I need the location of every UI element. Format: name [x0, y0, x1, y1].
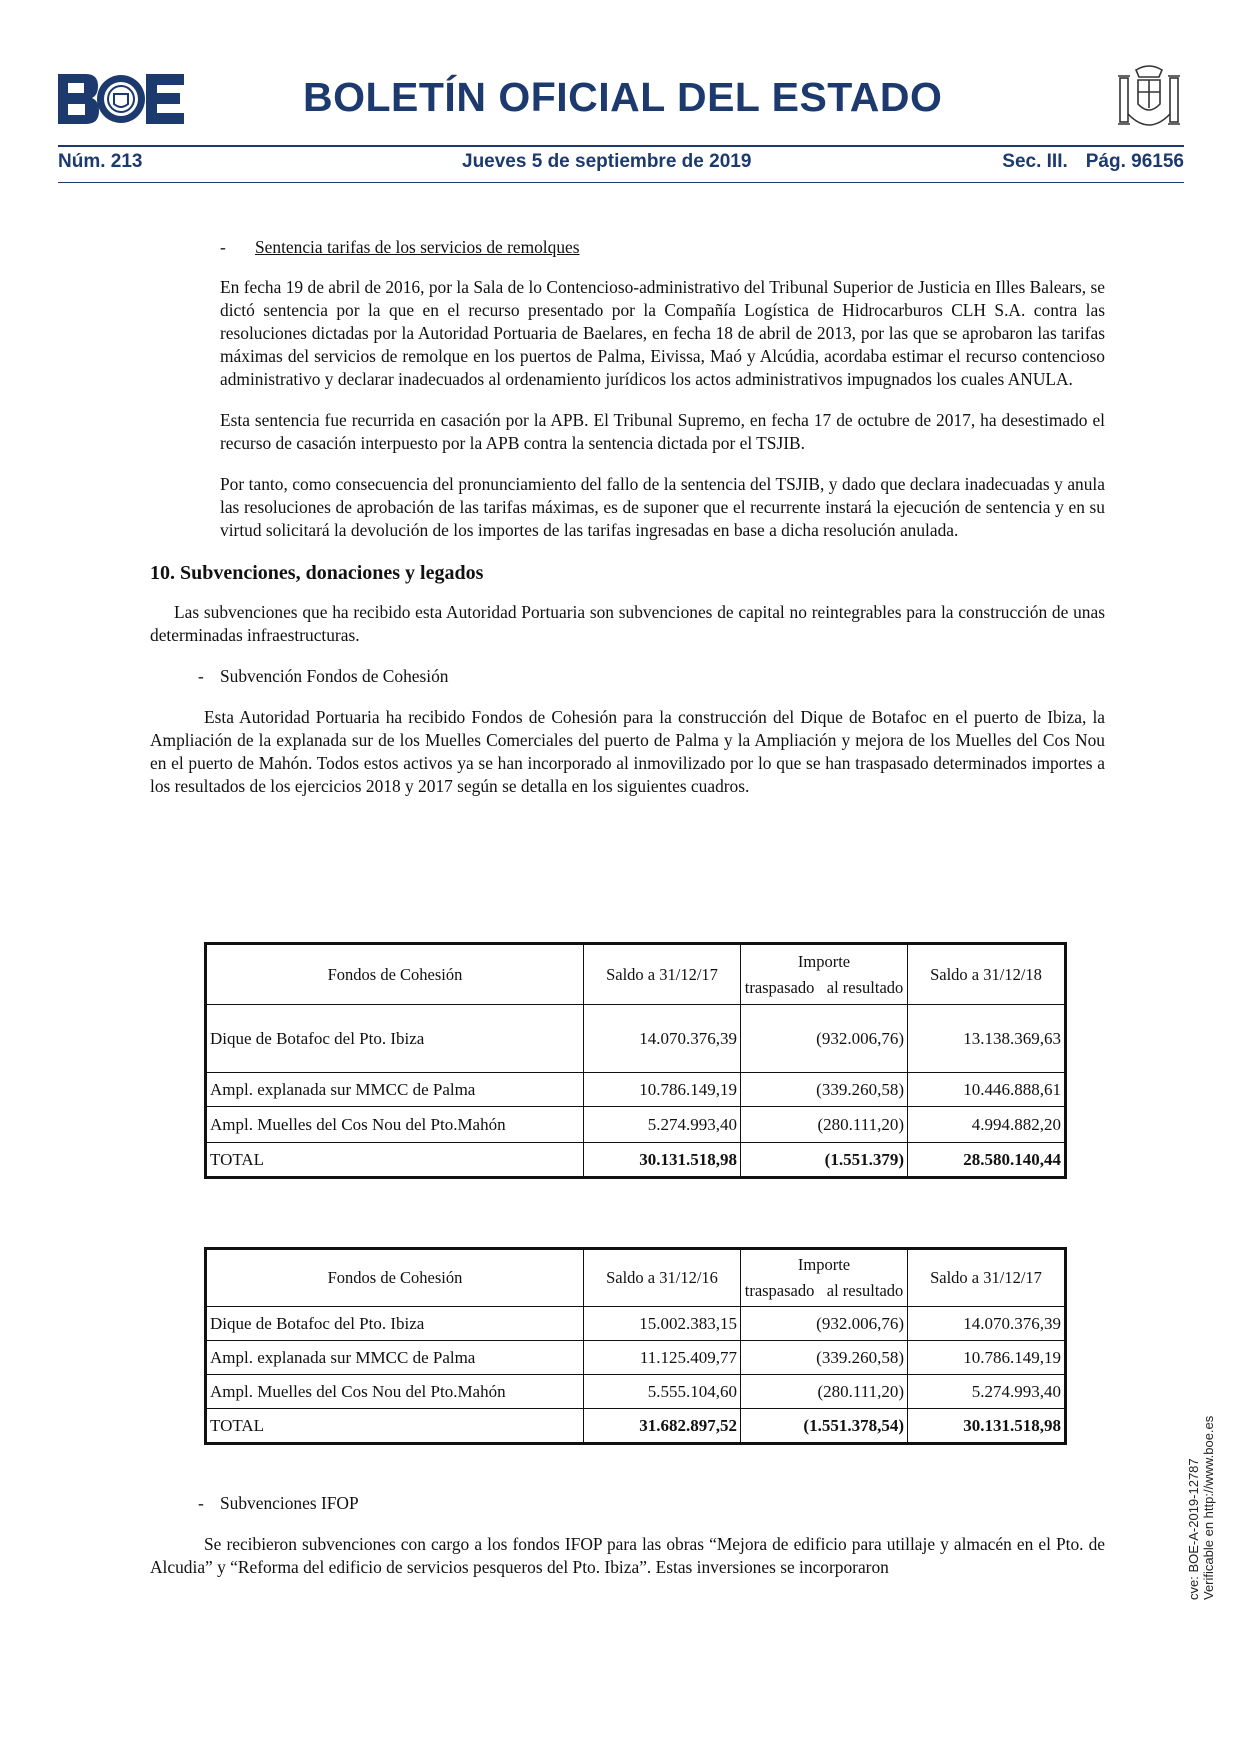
page-header — [58, 70, 1184, 132]
paragraph — [220, 473, 1105, 542]
bullet-ifop: Subvenciones IFOP — [220, 1493, 359, 1513]
issue-number: Núm. 213 — [58, 151, 143, 172]
meta-rule — [58, 182, 1184, 183]
paragraph-ifop: Se recibieron subvenciones con cargo a los fondos IFOP para las obras “Mejora de edificio para utillaje y almacén en el Pto. de Alcudia” y “Reforma del edificio de servicios pesqueros del Pto. Ibiza”. Estas inversiones se incorporaron — [150, 1534, 1105, 1577]
document-body — [150, 236, 1105, 798]
paragraph-por-tanto: Por tanto, como consecuencia del pronunciamiento del fallo de la sentencia del TSJIB, y dado que declara inadecuadas y anula las resoluciones de aprobación de las tarifas máximas, es de suponer que el recurrente instará la ejecución de sentencia y en su virtud solicitará la devolución de los importes de las tarifas ingresadas en base a dicha resolución anulada. — [220, 474, 1105, 540]
col-header: Saldo a 31/12/17 — [584, 945, 741, 1005]
cohesion-table-2017 — [206, 1249, 1065, 1443]
list-item: - Sentencia tarifas de los servicios de remolques — [220, 237, 580, 257]
bullet-tarifas: Sentencia tarifas de los servicios de remolques — [255, 237, 580, 257]
col-header: Importe traspasado al resultado — [741, 1250, 908, 1307]
cve-footer — [1186, 1416, 1216, 1600]
col-header: Saldo a 31/12/16 — [584, 1250, 741, 1307]
section-label: Sec. III. — [1002, 151, 1068, 172]
paragraph — [220, 276, 1105, 391]
issue-date: Jueves 5 de septiembre de 2019 — [462, 151, 752, 172]
paragraph — [220, 409, 1105, 455]
list-item: - Subvenciones IFOP — [198, 1493, 359, 1513]
verify-link[interactable]: Verificable en http://www.boe.es — [1201, 1415, 1216, 1600]
paragraph-fondos: Esta Autoridad Portuaria ha recibido Fondos de Cohesión para la construcción del Dique de Botafoc en el puerto de Ibiza, la Ampliación de la explanada sur de los Muelles Comerciales del puerto de Palma y la Ampliación y mejora de los Muelles del Cos Nou en el puerto de Mahón. Todos estos activos ya se han incorporado al inmovilizado por lo que se han traspasado determinados importes a los resultados de los ejercicios 2018 y 2017 según se detalla en los siguientes cuadros. — [150, 707, 1105, 796]
col-header: Fondos de Cohesión — [207, 945, 584, 1005]
list-item: - Subvención Fondos de Cohesión — [198, 666, 449, 686]
table-header-row — [207, 1250, 1065, 1307]
cohesion-table-2018 — [206, 944, 1065, 1177]
page-number: Pág. 96156 — [1085, 151, 1184, 172]
col-header: Saldo a 31/12/17 — [908, 1250, 1065, 1307]
section-heading: 10. Subvenciones, donaciones y legados — [150, 562, 484, 584]
document-body-continued — [150, 1492, 1105, 1579]
table-row: Dique de Botafoc del Pto. Ibiza 15.002.383,15 (932.006,76) 14.070.376,39 — [207, 1307, 1065, 1341]
col-header: Importe traspasado al resultado — [741, 945, 908, 1005]
cve-code: cve: BOE-A-2019-12787 — [1186, 1458, 1201, 1600]
header-rule — [58, 145, 1184, 147]
paragraph-sentencia: En fecha 19 de abril de 2016, por la Sala de lo Contencioso-administrativo del Tribunal Superior de Justicia en Illes Balears, se dictó sentencia por la que en el recurso presentado por la Compañía Logística de Hidrocarburos CLH S.A. contra las resoluciones dictadas por la Autoridad Portuaria de Baelares, en fecha 18 de abril de 2013, por las que se aprobaron las tarifas máximas del servicios de remolque en los puertos de Palma, Eivissa, Maó y Alcúdia, acordaba estimar el recurso contencioso administrativo y declarar inadecuados al ordenamiento jurídicos los actos administrativos impugnados los cuales ANULA. — [220, 277, 1105, 389]
table-row: Ampl. Muelles del Cos Nou del Pto.Mahón 5.274.993,40 (280.111,20) 4.994.882,20 — [207, 1107, 1065, 1143]
paragraph-subvenciones: Las subvenciones que ha recibido esta Autoridad Portuaria son subvenciones de capital no reintegrables para la construcción de unas determinadas infraestructuras. — [150, 602, 1105, 645]
bullet-cohesion: Subvención Fondos de Cohesión — [220, 666, 449, 686]
table-total-row: TOTAL 30.131.518,98 (1.551.379) 28.580.140,44 — [207, 1143, 1065, 1177]
table-row: Ampl. Muelles del Cos Nou del Pto.Mahón 5.555.104,60 (280.111,20) 5.274.993,40 — [207, 1375, 1065, 1409]
table-row: Ampl. explanada sur MMCC de Palma 11.125.409,77 (339.260,58) 10.786.149,19 — [207, 1341, 1065, 1375]
table-row: Ampl. explanada sur MMCC de Palma 10.786.149,19 (339.260,58) 10.446.888,61 — [207, 1073, 1065, 1107]
table-header-row — [207, 945, 1065, 1005]
section-page — [1002, 151, 1184, 173]
paragraph-casacion: Esta sentencia fue recurrida en casación por la APB. El Tribunal Supremo, en fecha 17 de octubre de 2017, ha desestimado el recurso de casación interpuesto por la APB contra la sentencia dictada por el TSJIB. — [220, 410, 1105, 453]
coat-of-arms-icon — [1114, 64, 1184, 136]
boe-logo-icon — [58, 74, 184, 124]
table-total-row: TOTAL 31.682.897,52 (1.551.378,54) 30.131.518,98 — [207, 1409, 1065, 1443]
col-header: Saldo a 31/12/18 — [908, 945, 1065, 1005]
gazette-title: BOLETÍN OFICIAL DEL ESTADO — [303, 74, 943, 120]
col-header: Fondos de Cohesión — [207, 1250, 584, 1307]
table-row: Dique de Botafoc del Pto. Ibiza 14.070.376,39 (932.006,76) 13.138.369,63 — [207, 1005, 1065, 1073]
